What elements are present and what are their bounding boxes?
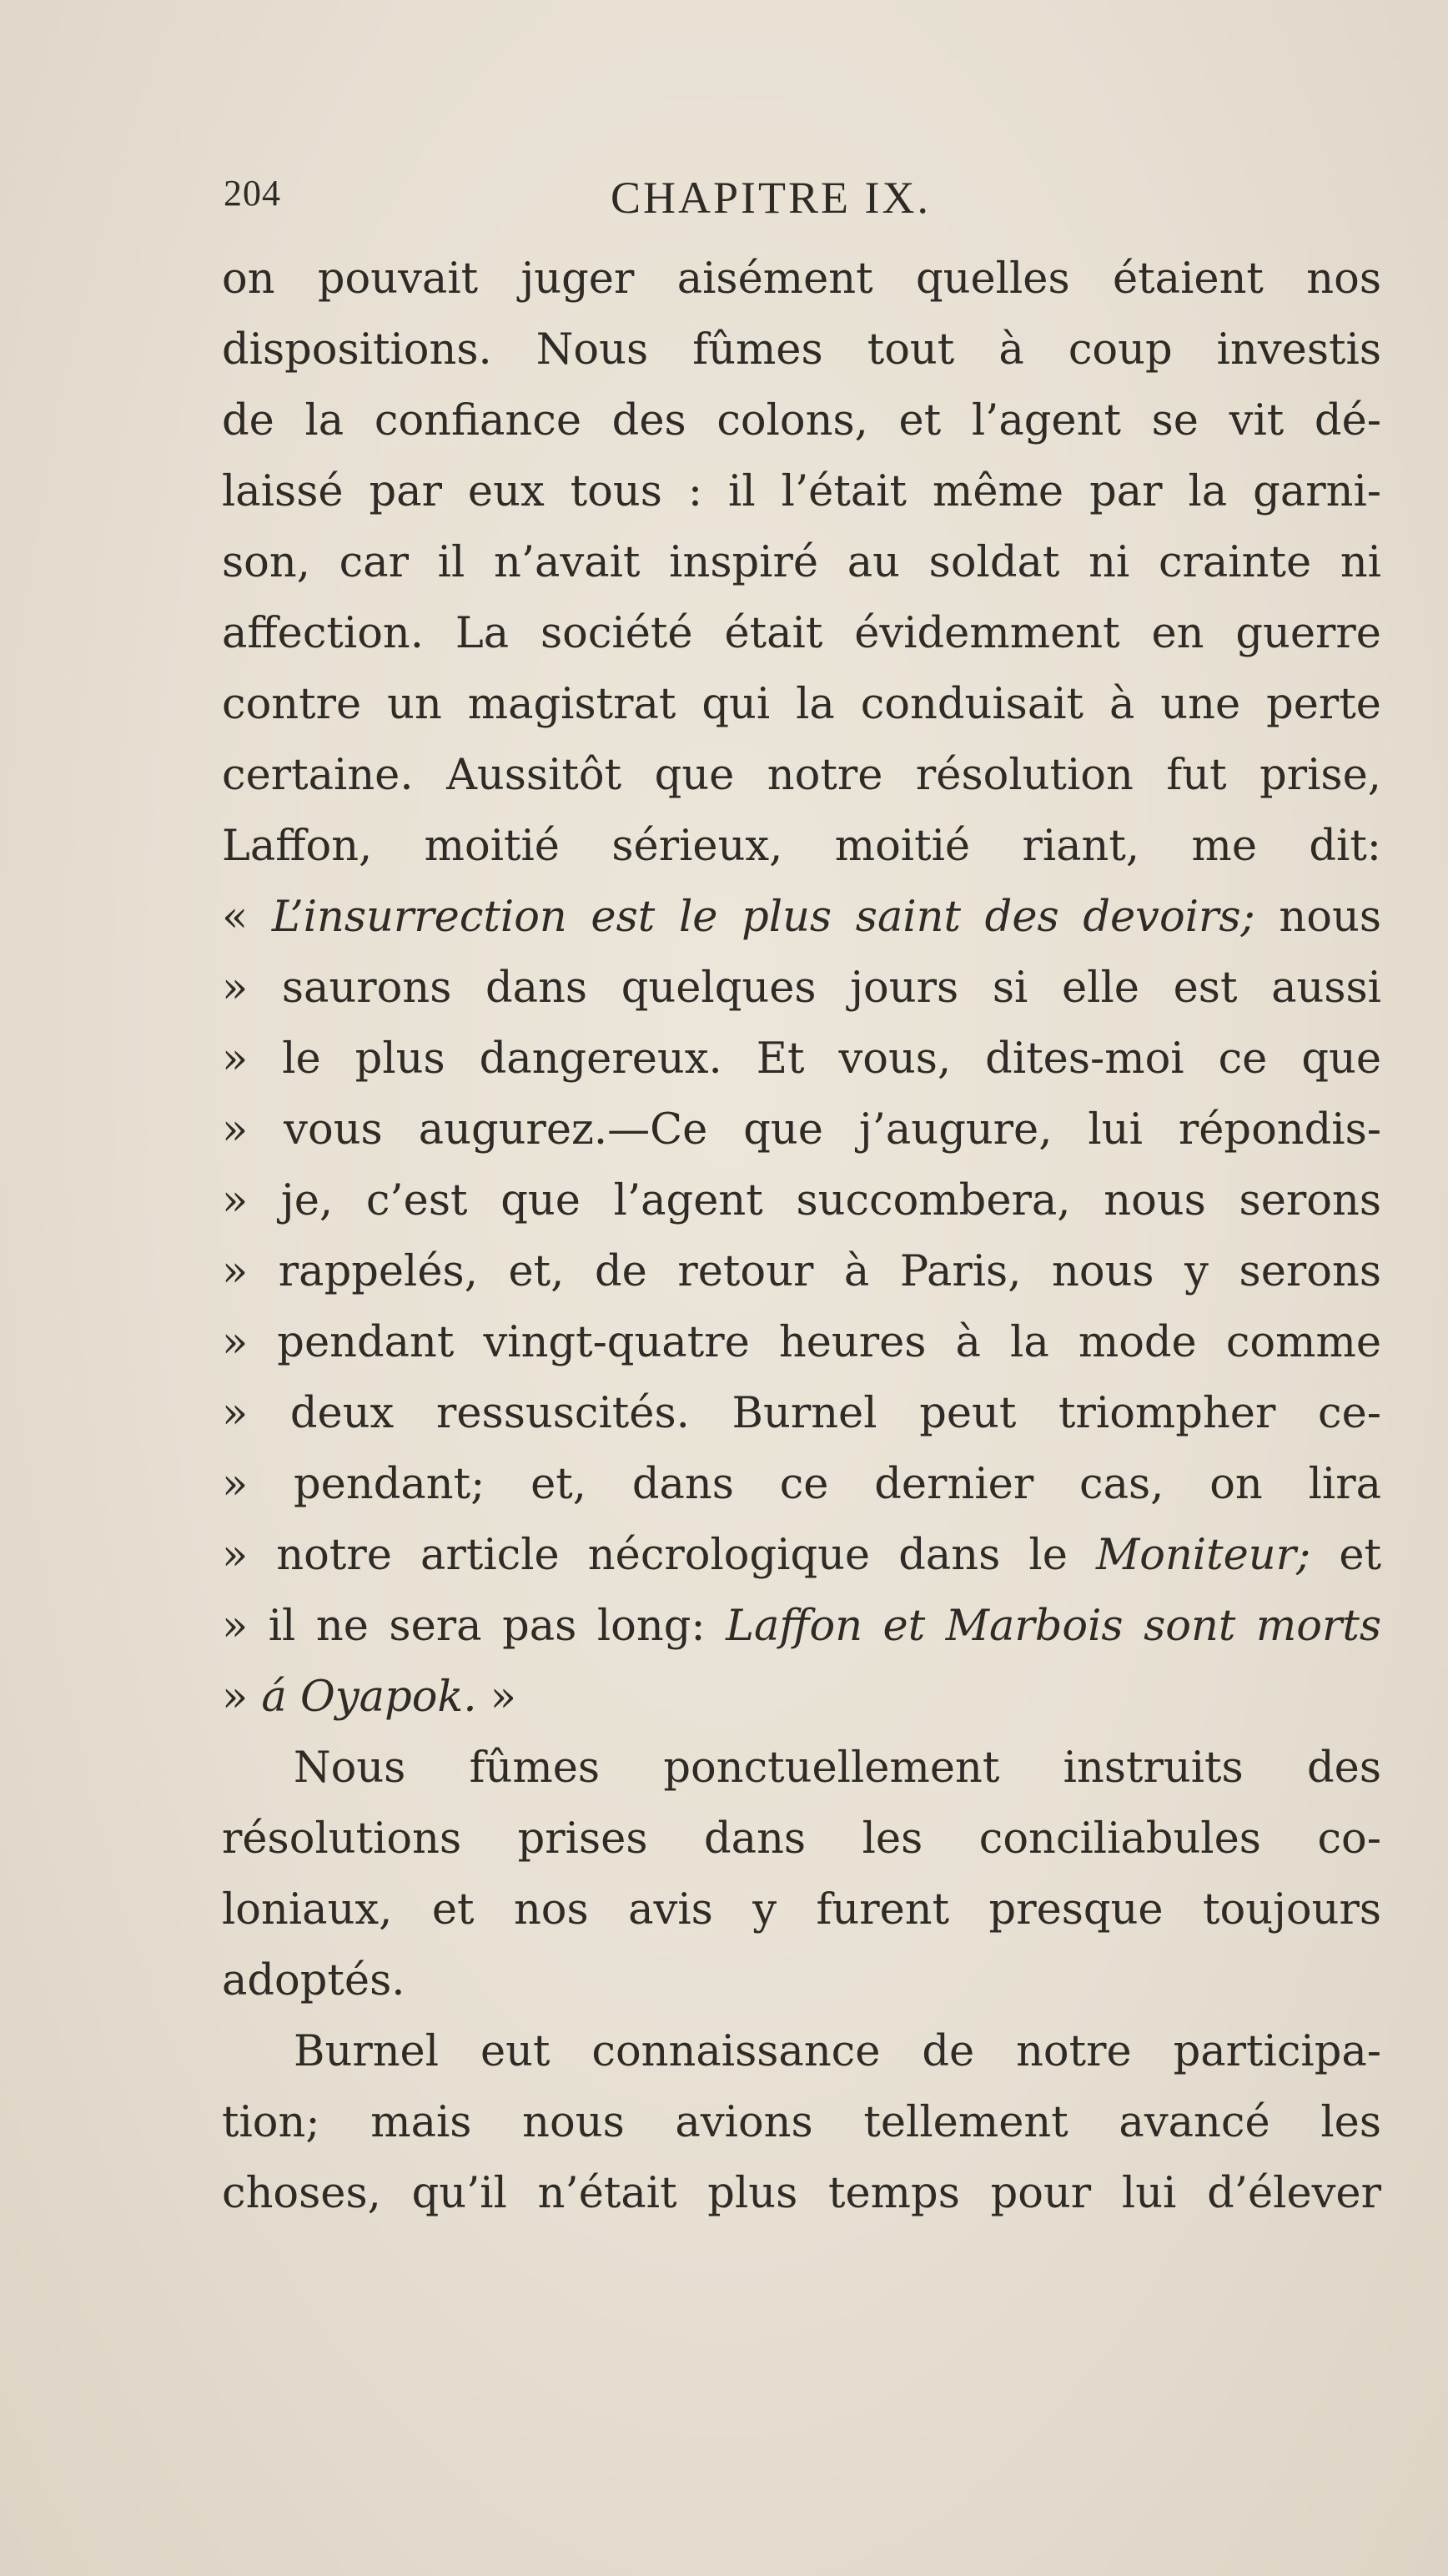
text-line: affection. La société était évidemment en guerre: [222, 609, 1381, 658]
italic-phrase: L’insurrection est le plus saint des devoirs;: [271, 893, 1255, 942]
text-line: » le plus dangereux. Et vous, dites-moi ce que: [222, 1034, 1381, 1084]
text-line: laissé par eux tous : il l’était même par la garni-: [222, 467, 1381, 516]
text-line: » pendant vingt-quatre heures à la mode comme: [222, 1318, 1381, 1367]
line-tail: nous: [1254, 893, 1381, 942]
text-line: adoptés.: [222, 1956, 405, 2005]
text-line: » je, c’est que l’agent succombera, nous serons: [222, 1176, 1381, 1225]
text-line: » rappelés, et, de retour à Paris, nous y serons: [222, 1247, 1381, 1296]
text-line: » vous augurez.—Ce que j’augure, lui répondis-: [222, 1105, 1381, 1155]
quote-close: »: [476, 1673, 516, 1722]
text-line: son, car il n’avait inspiré au soldat ni crainte ni: [222, 538, 1381, 587]
text-line: Nous fûmes ponctuellement instruits des: [294, 1743, 1381, 1793]
text-line: on pouvait juger aisément quelles étaient nos: [222, 254, 1381, 304]
running-head: CHAPITRE IX.: [611, 173, 931, 223]
text-line: Burnel eut connaissance de notre participa-: [294, 2027, 1381, 2076]
text-line: de la confiance des colons, et l’agent se vit dé-: [222, 396, 1381, 445]
text-line: [222, 882, 1381, 953]
line-tail: et: [1310, 1531, 1381, 1580]
italic-phrase: á Oyapok.: [261, 1673, 477, 1722]
line-head: »: [222, 1673, 262, 1722]
text-line: » pendant; et, dans ce dernier cas, on lira: [222, 1460, 1381, 1509]
text-line: résolutions prises dans les conciliabules co-: [222, 1814, 1381, 1864]
text-line: » saurons dans quelques jours si elle est aussi: [222, 963, 1381, 1013]
text-line: » deux ressuscités. Burnel peut triompher ce-: [222, 1389, 1381, 1438]
text-line: contre un magistrat qui la conduisait à une perte: [222, 680, 1381, 729]
text-line: dispositions. Nous fûmes tout à coup investis: [222, 325, 1381, 375]
text-line: [222, 1662, 1381, 1733]
text-line: [222, 1520, 1381, 1591]
page-number: 204: [224, 173, 281, 214]
text-line: choses, qu’il n’était plus temps pour lui d’élever: [222, 2169, 1381, 2218]
line-head: » il ne sera pas long:: [222, 1602, 727, 1651]
body-text: [222, 244, 1381, 2229]
text-line: certaine. Aussitôt que notre résolution fut prise,: [222, 751, 1381, 800]
quote-open: «: [222, 893, 272, 942]
italic-phrase: Moniteur;: [1096, 1531, 1311, 1580]
text-line: tion; mais nous avions tellement avancé les: [222, 2098, 1381, 2147]
text-line: Laffon, moitié sérieux, moitié riant, me dit:: [222, 822, 1381, 871]
italic-phrase: Laffon et Marbois sont morts: [726, 1602, 1381, 1651]
text-line: loniaux, et nos avis y furent presque toujours: [222, 1885, 1381, 1935]
page-header: [224, 172, 1383, 224]
text-line: [222, 1591, 1381, 1662]
line-head: » notre article nécrologique dans le: [222, 1531, 1097, 1580]
